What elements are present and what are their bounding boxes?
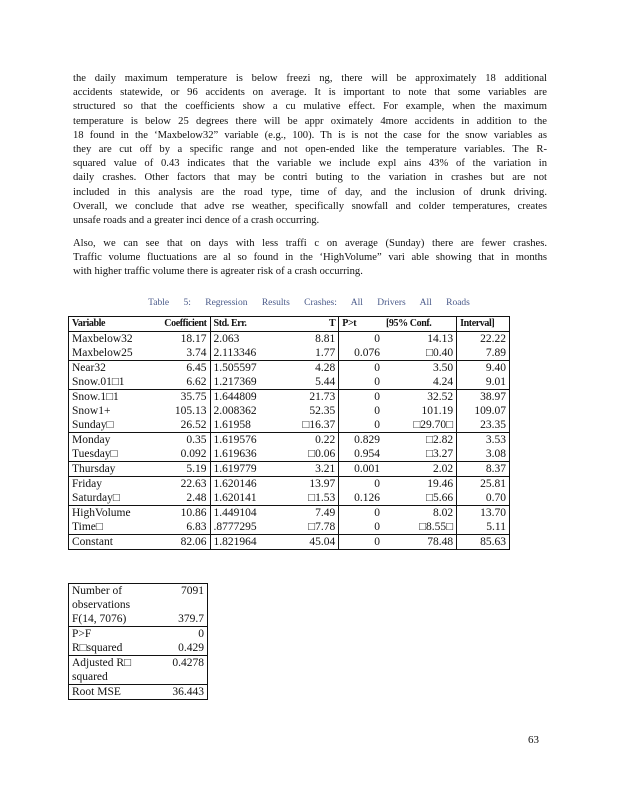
stat-label: Root MSE <box>72 686 121 698</box>
table-cell: 1.821964 <box>210 535 283 550</box>
text-line: Traffic volume fluctuations are al so found in the ‘HighVolume” vari able showing that in months <box>73 252 547 264</box>
text-line: they are cut off by a specific range and not open-ended like the temperature variables. The R- <box>73 144 547 155</box>
table-cell: 0.70 <box>457 491 510 506</box>
text-line: structured so that the coefficients show a cu mulative effect. For example, when the maximum <box>73 101 547 113</box>
table-cell: 5.44 <box>283 375 339 390</box>
table-cell: Friday <box>72 478 103 490</box>
table-cell: 0 <box>339 535 383 550</box>
stat-label: F(14, 7076) <box>69 612 156 627</box>
table-row <box>69 332 510 347</box>
table-cell: □0.06 <box>283 447 339 462</box>
table-cell: 1.77 <box>283 346 339 361</box>
stat-label: Number of observations <box>72 585 131 611</box>
table-cell: 1.61958 <box>210 418 283 433</box>
stats-row <box>69 641 208 656</box>
table-cell: 35.75 <box>180 391 207 403</box>
table-cell: 23.35 <box>457 418 510 433</box>
table-cell: □2.82 <box>426 434 454 446</box>
table-cell: 1.620146 <box>210 477 283 492</box>
table-cell: Near32 <box>72 362 106 374</box>
page-number: 63 <box>528 734 539 746</box>
column-header: T <box>283 317 339 332</box>
table-cell: 0 <box>339 404 383 418</box>
table-cell: 2.02 <box>383 462 457 477</box>
table-cell: 13.97 <box>309 478 336 490</box>
stat-label: P>F <box>72 628 92 640</box>
text-line: with higher traffic volume there is agreater risk of a crash occurring. <box>73 266 363 278</box>
table-cell: 0 <box>339 506 383 521</box>
table-cell: 5.11 <box>457 520 510 535</box>
stat-value: 0.429 <box>155 641 208 656</box>
table-cell: 0 <box>339 332 383 347</box>
table-cell: 0 <box>339 477 383 492</box>
text-line: Overall, we conclude that adve rse weather, specifically snowfall and colder temperatures, creates <box>73 200 547 212</box>
table-cell: 0.001 <box>339 462 383 477</box>
table-cell: □1.53 <box>283 491 339 506</box>
table-cell: 26.52 <box>148 418 210 433</box>
table-cell: 101.19 <box>421 405 454 417</box>
table-cell: Thursday <box>69 462 149 477</box>
table-cell: Maxbelow25 <box>69 346 149 361</box>
column-header: [95% Conf. <box>383 317 457 332</box>
table-cell: 3.53 <box>457 433 510 448</box>
table-cell: 109.07 <box>457 404 510 418</box>
text-line: squared value of 0.43 indicates that the variable we include expl ains 43% of the variation in <box>73 158 547 170</box>
table-cell: 2.48 <box>148 491 210 506</box>
table-cell: 4.28 <box>315 362 336 374</box>
model-stats-table <box>68 583 208 700</box>
table-cell: □0.40 <box>383 346 457 361</box>
table-cell: 45.04 <box>309 536 336 548</box>
table-row <box>69 506 510 521</box>
table-row <box>69 418 510 433</box>
table-cell: 3.50 <box>433 362 454 374</box>
table-cell: Constant <box>72 536 113 548</box>
table-cell: .8777295 <box>210 520 283 535</box>
table-header-row <box>69 317 510 332</box>
table-row <box>69 361 510 376</box>
table-cell: 0 <box>339 418 383 433</box>
table-cell: Snow.01□1 <box>69 375 149 390</box>
table-cell: Maxbelow32 <box>72 333 133 345</box>
table-cell: Sunday□ <box>69 418 149 433</box>
table-cell: 8.81 <box>315 333 336 345</box>
stats-row <box>69 612 208 627</box>
table-cell: 2.113346 <box>210 346 283 361</box>
table-row <box>69 404 510 418</box>
table-cell: 7.89 <box>457 346 510 361</box>
column-header: Interval] <box>457 317 510 332</box>
table-row <box>69 433 510 448</box>
table-cell: 8.02 <box>433 507 454 519</box>
table-row <box>69 390 510 405</box>
table-row <box>69 462 510 477</box>
table-row <box>69 491 510 506</box>
table-cell: 0.092 <box>148 447 210 462</box>
table-row <box>69 535 510 550</box>
table-row <box>69 375 510 390</box>
table-cell: 0.954 <box>339 447 383 462</box>
table-cell: □3.27 <box>383 447 457 462</box>
stat-value: 0.4278 <box>155 656 208 685</box>
table-cell: 1.620141 <box>210 491 283 506</box>
stats-row <box>69 584 208 613</box>
table-cell: 0 <box>339 520 383 535</box>
table-cell: 4.24 <box>383 375 457 390</box>
table-cell: 105.13 <box>174 405 207 417</box>
table-cell: 18.17 <box>180 333 207 345</box>
table-cell: 1.449104 <box>210 506 283 521</box>
table-row <box>69 447 510 462</box>
table-cell: 2.008362 <box>210 404 283 418</box>
table-cell: 3.08 <box>457 447 510 462</box>
table-cell: 13.70 <box>457 506 510 521</box>
table-cell: 21.73 <box>309 391 336 403</box>
table-cell: Time□ <box>69 520 149 535</box>
table-cell: 2.063 <box>210 332 283 347</box>
text-line: daily crashes. Other factors that may be contri buting to the variation in crashes but are not <box>73 172 547 184</box>
table-cell: 8.37 <box>457 462 510 477</box>
table-cell: 0 <box>339 375 383 390</box>
stat-label: Adjusted R□ squared <box>69 656 156 685</box>
column-header: Coefficient <box>148 317 210 332</box>
table-cell: 9.40 <box>457 361 510 376</box>
table-cell: 32.52 <box>427 391 454 403</box>
table-cell: 82.06 <box>180 536 207 548</box>
table-cell: 78.48 <box>427 536 454 548</box>
stats-row <box>69 685 208 700</box>
table-cell: □29.70□ <box>383 418 457 433</box>
table-cell: Monday <box>72 434 111 446</box>
table-cell: 0.076 <box>339 346 383 361</box>
stats-row <box>69 656 208 685</box>
table-row <box>69 346 510 361</box>
stat-value: 379.7 <box>155 612 208 627</box>
column-header: Std. Err. <box>210 317 283 332</box>
table-caption: Table 5: Regression Results Crashes: All Drivers All Roads <box>148 298 470 308</box>
stat-value: 0 <box>198 628 204 640</box>
text-line: the daily maximum temperature is below freezi ng, there will be approximately 18 additional <box>73 73 547 84</box>
stat-value: 7091 <box>181 585 204 597</box>
stat-value: 36.443 <box>172 686 204 698</box>
table-cell: 7.49 <box>315 507 336 519</box>
table-cell: 9.01 <box>457 375 510 390</box>
table-cell: □16.37 <box>283 418 339 433</box>
table-cell: 52.35 <box>309 405 336 417</box>
table-cell: 0.35 <box>186 434 207 446</box>
column-header: Variable <box>69 317 149 332</box>
table-cell: 22.22 <box>457 332 510 347</box>
table-cell: 5.19 <box>148 462 210 477</box>
text-line: 18 found in the ‘Maxbelow32” variable (e.g., 100). Th is is not the case for the snow variables as <box>73 129 547 141</box>
table-cell: 0.829 <box>339 433 383 448</box>
table-cell: 1.505597 <box>210 361 283 376</box>
table-cell: 10.86 <box>180 507 207 519</box>
table-cell: □5.66 <box>383 491 457 506</box>
table-row <box>69 520 510 535</box>
table-cell: 38.97 <box>457 390 510 405</box>
table-cell: 1.644809 <box>210 390 283 405</box>
table-cell: 6.45 <box>186 362 207 374</box>
text-line: Also, we can see that on days with less traffi c on average (Sunday) there are fewer crashes. <box>73 238 547 249</box>
table-cell: 0 <box>339 361 383 376</box>
table-row <box>69 477 510 492</box>
text-line: temperature is below 25 degrees there will be appr oximately 4more accidents in addition to the <box>73 115 547 127</box>
table-cell: 1.619779 <box>210 462 283 477</box>
table-cell: 25.81 <box>457 477 510 492</box>
text-line: accidents statewide, or 96 accidents on average. It is important to note that some variables are <box>73 87 547 99</box>
table-cell: 0 <box>339 390 383 405</box>
table-cell: 85.63 <box>457 535 510 550</box>
table-cell: Tuesday□ <box>69 447 149 462</box>
table-cell: 3.21 <box>283 462 339 477</box>
table-cell: 1.619636 <box>210 447 283 462</box>
table-cell: 19.46 <box>427 478 454 490</box>
table-cell: Snow1+ <box>72 405 111 417</box>
table-cell: 6.62 <box>148 375 210 390</box>
text-line: included in this analysis are the road type, time of day, and the inclusion of drunk driving. <box>73 186 547 198</box>
table-cell: 0.22 <box>315 434 336 446</box>
table-cell: Snow.1□1 <box>72 391 119 403</box>
table-cell: HighVolume <box>72 507 131 519</box>
table-cell: 6.83 <box>148 520 210 535</box>
table-cell: 0.126 <box>339 491 383 506</box>
stat-label: R□squared <box>69 641 156 656</box>
table-cell: □8.55□ <box>383 520 457 535</box>
table-cell: 3.74 <box>148 346 210 361</box>
table-cell: □7.78 <box>283 520 339 535</box>
table-cell: 22.63 <box>180 478 207 490</box>
table-cell: 1.217369 <box>210 375 283 390</box>
table-cell: Saturday□ <box>69 491 149 506</box>
stats-row <box>69 627 208 642</box>
table-cell: 1.619576 <box>210 433 283 448</box>
column-header: P>t <box>339 317 383 332</box>
regression-table <box>68 316 510 550</box>
text-line: unsafe roads and a greater inci dence of a crash occurring. <box>73 215 320 226</box>
table-cell: 14.13 <box>427 333 454 345</box>
